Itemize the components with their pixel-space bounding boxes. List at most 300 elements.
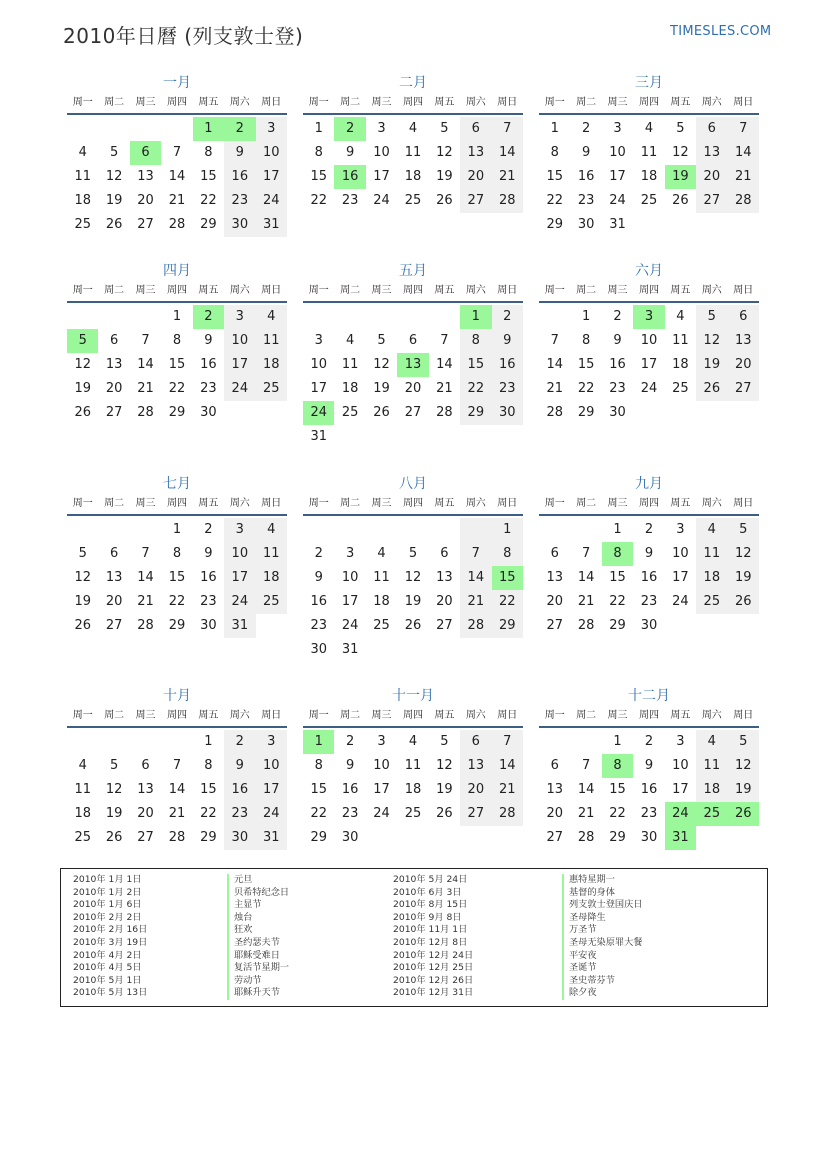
day-cell[interactable]: 20 (105, 381, 123, 396)
day-cell[interactable]: 23 (200, 381, 217, 396)
day-cell[interactable]: 18 (672, 357, 689, 372)
day-cell[interactable]: 8 (492, 542, 523, 566)
day-cell[interactable]: 21 (460, 590, 491, 614)
day-cell[interactable]: 4 (345, 333, 355, 348)
holiday-day-cell[interactable]: 2 (193, 305, 224, 329)
day-cell[interactable]: 6 (109, 546, 119, 561)
day-cell[interactable]: 2 (314, 546, 323, 561)
day-cell[interactable]: 21 (492, 778, 523, 802)
day-cell[interactable]: 30 (200, 618, 217, 633)
day-cell[interactable]: 20 (460, 778, 491, 802)
day-cell[interactable]: 11 (640, 145, 658, 160)
day-cell[interactable]: 10 (256, 141, 287, 165)
day-cell[interactable]: 18 (696, 566, 727, 590)
day-cell[interactable]: 18 (256, 566, 287, 590)
day-cell[interactable]: 9 (492, 329, 523, 353)
day-cell[interactable]: 15 (200, 782, 217, 797)
day-cell[interactable]: 17 (341, 594, 359, 609)
day-cell[interactable]: 21 (492, 165, 523, 189)
day-cell[interactable]: 29 (546, 217, 563, 232)
day-cell[interactable]: 27 (460, 802, 491, 826)
day-cell[interactable]: 11 (341, 357, 359, 372)
day-cell[interactable]: 5 (440, 121, 449, 136)
day-cell[interactable]: 28 (728, 189, 759, 213)
day-cell[interactable]: 5 (696, 305, 727, 329)
day-cell[interactable]: 8 (460, 329, 491, 353)
day-cell[interactable]: 7 (581, 758, 591, 773)
day-cell[interactable]: 16 (341, 782, 359, 797)
day-cell[interactable]: 19 (373, 381, 390, 396)
day-cell[interactable]: 27 (105, 405, 123, 420)
day-cell[interactable]: 20 (404, 381, 422, 396)
day-cell[interactable]: 12 (74, 570, 91, 585)
day-cell[interactable]: 19 (74, 381, 91, 396)
day-cell[interactable]: 18 (696, 778, 727, 802)
day-cell[interactable]: 16 (492, 353, 523, 377)
day-cell[interactable]: 13 (105, 570, 123, 585)
day-cell[interactable]: 6 (109, 333, 119, 348)
day-cell[interactable]: 7 (172, 758, 182, 773)
holiday-day-cell[interactable]: 24 (665, 802, 696, 826)
holiday-day-cell[interactable]: 8 (602, 542, 633, 566)
day-cell[interactable]: 27 (137, 830, 154, 845)
day-cell[interactable]: 30 (640, 830, 658, 845)
day-cell[interactable]: 16 (224, 778, 255, 802)
day-cell[interactable]: 23 (310, 618, 327, 633)
day-cell[interactable]: 29 (460, 401, 491, 425)
day-cell[interactable]: 13 (546, 782, 563, 797)
day-cell[interactable]: 26 (105, 830, 123, 845)
day-cell[interactable]: 9 (204, 546, 213, 561)
holiday-day-cell[interactable]: 24 (303, 401, 334, 425)
day-cell[interactable]: 23 (224, 802, 255, 826)
day-cell[interactable]: 16 (200, 570, 217, 585)
day-cell[interactable]: 29 (168, 618, 186, 633)
day-cell[interactable]: 23 (577, 193, 595, 208)
day-cell[interactable]: 29 (577, 405, 595, 420)
day-cell[interactable]: 31 (341, 642, 359, 657)
day-cell[interactable]: 18 (404, 782, 422, 797)
day-cell[interactable]: 21 (577, 594, 595, 609)
day-cell[interactable]: 7 (492, 117, 523, 141)
holiday-day-cell[interactable]: 26 (728, 802, 759, 826)
day-cell[interactable]: 11 (256, 542, 287, 566)
day-cell[interactable]: 20 (137, 193, 154, 208)
day-cell[interactable]: 30 (492, 401, 523, 425)
day-cell[interactable]: 8 (204, 145, 213, 160)
holiday-day-cell[interactable]: 2 (224, 117, 255, 141)
day-cell[interactable]: 22 (168, 594, 186, 609)
day-cell[interactable]: 11 (74, 782, 91, 797)
day-cell[interactable]: 26 (74, 405, 91, 420)
day-cell[interactable]: 22 (546, 193, 563, 208)
day-cell[interactable]: 14 (577, 782, 595, 797)
day-cell[interactable]: 20 (728, 353, 759, 377)
day-cell[interactable]: 31 (609, 217, 626, 232)
holiday-day-cell[interactable]: 13 (397, 353, 428, 377)
day-cell[interactable]: 25 (404, 806, 422, 821)
day-cell[interactable]: 28 (137, 405, 154, 420)
day-cell[interactable]: 11 (404, 145, 422, 160)
day-cell[interactable]: 18 (404, 169, 422, 184)
day-cell[interactable]: 6 (460, 117, 491, 141)
day-cell[interactable]: 10 (672, 546, 689, 561)
day-cell[interactable]: 11 (373, 570, 390, 585)
day-cell[interactable]: 4 (696, 730, 727, 754)
day-cell[interactable]: 17 (672, 570, 689, 585)
day-cell[interactable]: 31 (310, 429, 327, 444)
day-cell[interactable]: 13 (460, 141, 491, 165)
day-cell[interactable]: 21 (168, 193, 186, 208)
day-cell[interactable]: 28 (492, 802, 523, 826)
day-cell[interactable]: 1 (172, 309, 182, 324)
day-cell[interactable]: 19 (728, 566, 759, 590)
day-cell[interactable]: 13 (137, 782, 154, 797)
day-cell[interactable]: 20 (137, 806, 154, 821)
day-cell[interactable]: 2 (492, 305, 523, 329)
day-cell[interactable]: 21 (728, 165, 759, 189)
day-cell[interactable]: 27 (137, 217, 154, 232)
day-cell[interactable]: 22 (310, 806, 327, 821)
day-cell[interactable]: 26 (74, 618, 91, 633)
day-cell[interactable]: 24 (672, 594, 689, 609)
day-cell[interactable]: 30 (224, 826, 255, 850)
day-cell[interactable]: 14 (137, 570, 154, 585)
day-cell[interactable]: 22 (577, 381, 595, 396)
day-cell[interactable]: 7 (550, 333, 559, 348)
day-cell[interactable]: 25 (640, 193, 658, 208)
day-cell[interactable]: 28 (168, 217, 186, 232)
day-cell[interactable]: 1 (314, 121, 323, 136)
day-cell[interactable]: 23 (640, 806, 658, 821)
day-cell[interactable]: 17 (373, 782, 390, 797)
day-cell[interactable]: 7 (581, 546, 591, 561)
day-cell[interactable]: 27 (546, 618, 563, 633)
day-cell[interactable]: 3 (224, 305, 255, 329)
day-cell[interactable]: 18 (256, 353, 287, 377)
day-cell[interactable]: 16 (577, 169, 595, 184)
day-cell[interactable]: 30 (224, 213, 255, 237)
day-cell[interactable]: 4 (408, 734, 418, 749)
day-cell[interactable]: 18 (74, 806, 91, 821)
day-cell[interactable]: 13 (696, 141, 727, 165)
day-cell[interactable]: 8 (172, 333, 182, 348)
day-cell[interactable]: 7 (440, 333, 449, 348)
day-cell[interactable]: 20 (460, 165, 491, 189)
day-cell[interactable]: 27 (105, 618, 123, 633)
day-cell[interactable]: 28 (137, 618, 154, 633)
day-cell[interactable]: 21 (546, 381, 563, 396)
day-cell[interactable]: 4 (377, 546, 386, 561)
day-cell[interactable]: 25 (74, 217, 91, 232)
day-cell[interactable]: 9 (224, 754, 255, 778)
day-cell[interactable]: 10 (640, 333, 658, 348)
day-cell[interactable]: 15 (310, 782, 327, 797)
day-cell[interactable]: 3 (256, 117, 287, 141)
day-cell[interactable]: 13 (137, 169, 154, 184)
day-cell[interactable]: 25 (672, 381, 689, 396)
day-cell[interactable]: 24 (224, 590, 255, 614)
day-cell[interactable]: 8 (314, 145, 323, 160)
day-cell[interactable]: 12 (404, 570, 422, 585)
day-cell[interactable]: 24 (609, 193, 626, 208)
day-cell[interactable]: 19 (728, 778, 759, 802)
day-cell[interactable]: 18 (341, 381, 359, 396)
day-cell[interactable]: 3 (377, 121, 386, 136)
holiday-day-cell[interactable]: 25 (696, 802, 727, 826)
day-cell[interactable]: 26 (436, 806, 453, 821)
day-cell[interactable]: 6 (550, 546, 559, 561)
day-cell[interactable]: 19 (74, 594, 91, 609)
day-cell[interactable]: 18 (74, 193, 91, 208)
day-cell[interactable]: 6 (408, 333, 418, 348)
day-cell[interactable]: 11 (672, 333, 689, 348)
day-cell[interactable]: 26 (696, 377, 727, 401)
day-cell[interactable]: 21 (168, 806, 186, 821)
day-cell[interactable]: 14 (492, 141, 523, 165)
day-cell[interactable]: 13 (546, 570, 563, 585)
day-cell[interactable]: 25 (256, 377, 287, 401)
day-cell[interactable]: 21 (436, 381, 453, 396)
day-cell[interactable]: 9 (644, 546, 654, 561)
day-cell[interactable]: 8 (581, 333, 591, 348)
day-cell[interactable]: 19 (696, 353, 727, 377)
day-cell[interactable]: 20 (105, 594, 123, 609)
day-cell[interactable]: 15 (310, 169, 327, 184)
day-cell[interactable]: 23 (609, 381, 626, 396)
day-cell[interactable]: 2 (345, 734, 355, 749)
day-cell[interactable]: 22 (492, 590, 523, 614)
day-cell[interactable]: 25 (74, 830, 91, 845)
day-cell[interactable]: 14 (436, 357, 453, 372)
day-cell[interactable]: 11 (696, 754, 727, 778)
day-cell[interactable]: 27 (460, 189, 491, 213)
day-cell[interactable]: 2 (644, 522, 654, 537)
day-cell[interactable]: 1 (492, 518, 523, 542)
day-cell[interactable]: 16 (640, 570, 658, 585)
day-cell[interactable]: 12 (696, 329, 727, 353)
day-cell[interactable]: 7 (141, 546, 150, 561)
day-cell[interactable]: 28 (492, 189, 523, 213)
day-cell[interactable]: 28 (460, 614, 491, 638)
day-cell[interactable]: 6 (141, 758, 150, 773)
day-cell[interactable]: 23 (341, 193, 359, 208)
day-cell[interactable]: 17 (640, 357, 658, 372)
day-cell[interactable]: 5 (728, 730, 759, 754)
day-cell[interactable]: 2 (644, 734, 654, 749)
day-cell[interactable]: 3 (613, 121, 622, 136)
day-cell[interactable]: 10 (256, 754, 287, 778)
day-cell[interactable]: 15 (577, 357, 595, 372)
day-cell[interactable]: 10 (310, 357, 327, 372)
day-cell[interactable]: 29 (609, 830, 626, 845)
holiday-day-cell[interactable]: 3 (633, 305, 664, 329)
day-cell[interactable]: 9 (613, 333, 622, 348)
holiday-day-cell[interactable]: 16 (334, 165, 365, 189)
day-cell[interactable]: 7 (492, 730, 523, 754)
day-cell[interactable]: 5 (440, 734, 449, 749)
day-cell[interactable]: 22 (200, 193, 217, 208)
day-cell[interactable]: 29 (310, 830, 327, 845)
day-cell[interactable]: 30 (310, 642, 327, 657)
day-cell[interactable]: 7 (460, 542, 491, 566)
day-cell[interactable]: 31 (224, 614, 255, 638)
day-cell[interactable]: 3 (345, 546, 355, 561)
day-cell[interactable]: 12 (105, 169, 123, 184)
day-cell[interactable]: 22 (460, 377, 491, 401)
day-cell[interactable]: 25 (373, 618, 390, 633)
day-cell[interactable]: 17 (224, 566, 255, 590)
day-cell[interactable]: 29 (609, 618, 626, 633)
day-cell[interactable]: 9 (345, 145, 355, 160)
day-cell[interactable]: 11 (74, 169, 91, 184)
day-cell[interactable]: 16 (609, 357, 626, 372)
holiday-day-cell[interactable]: 8 (602, 754, 633, 778)
day-cell[interactable]: 13 (436, 570, 453, 585)
day-cell[interactable]: 30 (640, 618, 658, 633)
day-cell[interactable]: 17 (256, 165, 287, 189)
day-cell[interactable]: 23 (640, 594, 658, 609)
holiday-day-cell[interactable]: 15 (492, 566, 523, 590)
day-cell[interactable]: 16 (310, 594, 327, 609)
day-cell[interactable]: 27 (404, 405, 422, 420)
day-cell[interactable]: 12 (373, 357, 390, 372)
day-cell[interactable]: 7 (728, 117, 759, 141)
day-cell[interactable]: 23 (200, 594, 217, 609)
holiday-day-cell[interactable]: 31 (665, 826, 696, 850)
day-cell[interactable]: 8 (550, 145, 559, 160)
day-cell[interactable]: 18 (373, 594, 390, 609)
day-cell[interactable]: 30 (341, 830, 359, 845)
day-cell[interactable]: 25 (696, 590, 727, 614)
day-cell[interactable]: 1 (550, 121, 559, 136)
day-cell[interactable]: 28 (577, 830, 595, 845)
day-cell[interactable]: 5 (109, 145, 119, 160)
day-cell[interactable]: 26 (672, 193, 689, 208)
holiday-day-cell[interactable]: 1 (303, 730, 334, 754)
day-cell[interactable]: 29 (492, 614, 523, 638)
day-cell[interactable]: 16 (224, 165, 255, 189)
day-cell[interactable]: 5 (377, 333, 386, 348)
day-cell[interactable]: 17 (310, 381, 327, 396)
day-cell[interactable]: 11 (696, 542, 727, 566)
day-cell[interactable]: 24 (256, 189, 287, 213)
day-cell[interactable]: 12 (436, 758, 453, 773)
day-cell[interactable]: 21 (577, 806, 595, 821)
day-cell[interactable]: 3 (676, 522, 685, 537)
day-cell[interactable]: 22 (168, 381, 186, 396)
day-cell[interactable]: 14 (168, 782, 186, 797)
day-cell[interactable]: 12 (74, 357, 91, 372)
day-cell[interactable]: 23 (492, 377, 523, 401)
day-cell[interactable]: 29 (200, 830, 217, 845)
day-cell[interactable]: 15 (609, 782, 626, 797)
day-cell[interactable]: 4 (78, 145, 87, 160)
day-cell[interactable]: 11 (404, 758, 422, 773)
day-cell[interactable]: 12 (436, 145, 453, 160)
day-cell[interactable]: 21 (137, 381, 154, 396)
day-cell[interactable]: 21 (137, 594, 154, 609)
day-cell[interactable]: 26 (105, 217, 123, 232)
day-cell[interactable]: 1 (172, 522, 182, 537)
day-cell[interactable]: 25 (341, 405, 359, 420)
day-cell[interactable]: 5 (78, 546, 87, 561)
day-cell[interactable]: 15 (460, 353, 491, 377)
day-cell[interactable]: 26 (436, 193, 453, 208)
site-brand[interactable]: TIMESLES.COM (670, 24, 772, 39)
day-cell[interactable]: 13 (728, 329, 759, 353)
day-cell[interactable]: 24 (373, 806, 390, 821)
day-cell[interactable]: 12 (728, 542, 759, 566)
day-cell[interactable]: 25 (256, 590, 287, 614)
day-cell[interactable]: 16 (640, 782, 658, 797)
day-cell[interactable]: 5 (728, 518, 759, 542)
holiday-day-cell[interactable]: 1 (193, 117, 224, 141)
day-cell[interactable]: 17 (609, 169, 626, 184)
day-cell[interactable]: 17 (256, 778, 287, 802)
day-cell[interactable]: 17 (373, 169, 390, 184)
day-cell[interactable]: 14 (168, 169, 186, 184)
day-cell[interactable]: 7 (141, 333, 150, 348)
day-cell[interactable]: 26 (728, 590, 759, 614)
day-cell[interactable]: 6 (696, 117, 727, 141)
day-cell[interactable]: 22 (200, 806, 217, 821)
day-cell[interactable]: 12 (672, 145, 689, 160)
day-cell[interactable]: 9 (581, 145, 591, 160)
day-cell[interactable]: 15 (168, 570, 186, 585)
day-cell[interactable]: 24 (640, 381, 658, 396)
day-cell[interactable]: 31 (256, 826, 287, 850)
day-cell[interactable]: 15 (168, 357, 186, 372)
day-cell[interactable]: 30 (577, 217, 595, 232)
day-cell[interactable]: 28 (546, 405, 563, 420)
day-cell[interactable]: 29 (200, 217, 217, 232)
day-cell[interactable]: 11 (256, 329, 287, 353)
day-cell[interactable]: 26 (373, 405, 390, 420)
day-cell[interactable]: 5 (109, 758, 119, 773)
day-cell[interactable]: 9 (204, 333, 213, 348)
day-cell[interactable]: 30 (200, 405, 217, 420)
day-cell[interactable]: 14 (728, 141, 759, 165)
day-cell[interactable]: 10 (224, 329, 255, 353)
day-cell[interactable]: 10 (341, 570, 359, 585)
day-cell[interactable]: 14 (460, 566, 491, 590)
day-cell[interactable]: 13 (105, 357, 123, 372)
day-cell[interactable]: 3 (314, 333, 323, 348)
day-cell[interactable]: 1 (613, 522, 622, 537)
day-cell[interactable]: 20 (436, 594, 453, 609)
day-cell[interactable]: 19 (436, 169, 453, 184)
holiday-day-cell[interactable]: 6 (130, 141, 161, 165)
day-cell[interactable]: 13 (460, 754, 491, 778)
day-cell[interactable]: 17 (672, 782, 689, 797)
day-cell[interactable]: 6 (550, 758, 559, 773)
day-cell[interactable]: 1 (613, 734, 622, 749)
day-cell[interactable]: 14 (577, 570, 595, 585)
day-cell[interactable]: 17 (224, 353, 255, 377)
day-cell[interactable]: 5 (408, 546, 418, 561)
holiday-day-cell[interactable]: 19 (665, 165, 696, 189)
day-cell[interactable]: 24 (341, 618, 359, 633)
day-cell[interactable]: 19 (105, 806, 123, 821)
day-cell[interactable]: 1 (204, 734, 213, 749)
day-cell[interactable]: 5 (676, 121, 685, 136)
day-cell[interactable]: 15 (200, 169, 217, 184)
day-cell[interactable]: 19 (105, 193, 123, 208)
day-cell[interactable]: 9 (644, 758, 654, 773)
day-cell[interactable]: 20 (546, 806, 563, 821)
day-cell[interactable]: 27 (696, 189, 727, 213)
